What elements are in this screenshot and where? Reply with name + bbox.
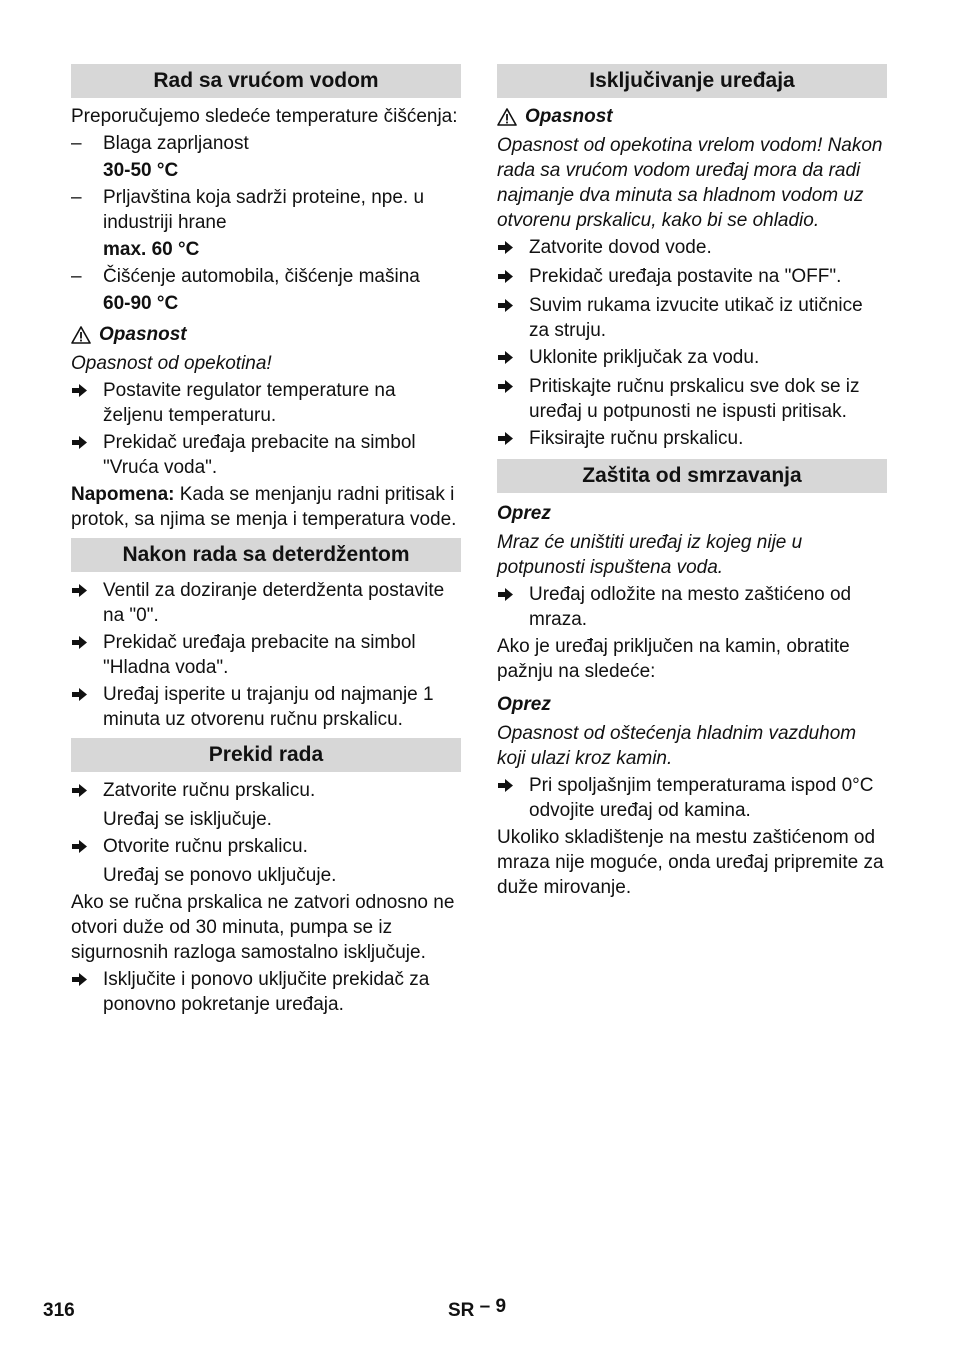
step-item (497, 345, 887, 372)
caution-text: Opasnost od oštećenja hladnim vazduhom koji ulazi kroz kamin. (497, 723, 857, 769)
step-text: Uklonite priključak za vodu. (529, 347, 760, 368)
warning-triangle-icon (71, 326, 91, 344)
step-item (497, 264, 887, 291)
step-result: Uređaj se ponovo uključuje. (103, 865, 337, 886)
step-item (497, 426, 887, 453)
step-item (71, 967, 461, 1017)
step-text: Fiksirajte ručnu prskalicu. (529, 428, 744, 449)
dash-bullet: – (71, 133, 82, 154)
warning-title (497, 104, 887, 129)
step-text: Suvim rukama izvucite utikač iz utičnice za struju. (529, 295, 863, 341)
arrow-right-icon (71, 682, 103, 732)
step-item (71, 778, 461, 805)
note-label: Napomena: (71, 484, 175, 505)
language-code: SR (448, 1300, 475, 1321)
section-heading-interrupt: Prekid rada (71, 738, 461, 772)
arrow-right-icon (497, 374, 529, 424)
body-paragraph: Ako je uređaj priključen na kamin, obratite pažnju na sledeće: (497, 636, 850, 682)
list-item (71, 131, 461, 156)
warning-text: Opasnost od opekotina vrelom vodom! Nakon rada sa vrućom vodom uređaj mora da radi najmanje dva minuta sa hladnom vodom uz otvorenu prskalicu, kako bi se ohladio. (497, 135, 883, 231)
temperature-value: max. 60 °C (103, 239, 200, 260)
warning-title (71, 322, 461, 347)
step-text: Prekidač uređaja prebacite na simbol "Hladna voda". (103, 632, 416, 678)
temperature-value: 30-50 °C (103, 160, 179, 181)
arrow-right-icon (497, 235, 529, 262)
caution-title: Oprez (497, 503, 551, 524)
note-text: Kada se menjanju radni pritisak i protok, sa njima se menja i temperatura vode. (71, 484, 457, 530)
caution-title: Oprez (497, 694, 551, 715)
step-text: Uređaj isperite u trajanju od najmanje 1 minuta uz otvorenu ručnu prskalicu. (103, 684, 434, 730)
step-text: Pri spoljašnjim temperaturama ispod 0°C odvojite uređaj od kamina. (529, 775, 874, 821)
step-text: Otvorite ručnu prskalicu. (103, 836, 308, 857)
note (71, 482, 461, 532)
list-item-text: Prljavština koja sadrži proteine, npe. u industriji hrane (103, 187, 425, 233)
step-text: Postavite regulator temperature na željenu temperaturu. (103, 380, 396, 426)
arrow-right-icon (71, 778, 103, 805)
arrow-right-icon (497, 264, 529, 291)
arrow-right-icon (71, 630, 103, 680)
warning-label: Opasnost (525, 106, 613, 127)
step-text: Pritiskajte ručnu prskalicu sve dok se iz uređaj u potpunosti ne ispusti pritisak. (529, 376, 860, 422)
dash-bullet: – (71, 266, 82, 287)
arrow-right-icon (497, 773, 529, 823)
warning-triangle-icon (497, 108, 517, 126)
step-text: Zatvorite ručnu prskalicu. (103, 780, 316, 801)
warning-label: Opasnost (99, 324, 187, 345)
step-item (71, 578, 461, 628)
arrow-right-icon (71, 430, 103, 480)
temperature-value: 60-90 °C (103, 293, 179, 314)
step-text: Prekidač uređaja prebacite na simbol "Vruća voda". (103, 432, 416, 478)
section-heading-shutdown: Isključivanje uređaja (497, 64, 887, 98)
caution-text: Mraz će uništiti uređaj iz kojeg nije u potpunosti ispuštena voda. (497, 532, 803, 578)
list-item (71, 264, 461, 289)
arrow-right-icon (497, 582, 529, 632)
section-heading-frost: Zaštita od smrzavanja (497, 459, 887, 493)
arrow-right-icon (497, 293, 529, 343)
section-page: – 9 (474, 1296, 507, 1317)
list-item-text: Čišćenje automobila, čišćenje mašina (103, 266, 420, 287)
step-item (71, 834, 461, 861)
step-item (71, 378, 461, 428)
step-result: Uređaj se isključuje. (103, 809, 272, 830)
left-column (71, 64, 461, 1019)
step-text: Uređaj odložite na mesto zaštićeno od mraza. (529, 584, 852, 630)
list-item-text: Blaga zaprljanost (103, 133, 249, 154)
arrow-right-icon (71, 378, 103, 428)
list-item (71, 185, 461, 235)
body-paragraph: Ako se ručna prskalica ne zatvori odnosno ne otvori duže od 30 minuta, pumpa se iz sigurnosnih razloga samostalno isključuje. (71, 892, 455, 963)
warning-text: Opasnost od opekotina! (71, 353, 272, 374)
step-text: Isključite i ponovo uključite prekidač za ponovno pokretanje uređaja. (103, 969, 430, 1015)
step-text: Zatvorite dovod vode. (529, 237, 712, 258)
step-item (71, 430, 461, 480)
page-label (448, 1298, 506, 1323)
dash-bullet: – (71, 187, 82, 208)
section-heading-detergent: Nakon rada sa deterdžentom (71, 538, 461, 572)
step-text: Prekidač uređaja postavite na "OFF". (529, 266, 842, 287)
step-item (497, 374, 887, 424)
arrow-right-icon (497, 426, 529, 453)
arrow-right-icon (497, 345, 529, 372)
page-number: 316 (43, 1300, 75, 1321)
body-paragraph: Ukoliko skladištenje na mestu zaštićenom od mraza nije moguće, onda uređaj pripremite za duže mirovanje. (497, 827, 884, 898)
step-item (497, 582, 887, 632)
intro-text: Preporučujemo sledeće temperature čišćenja: (71, 106, 458, 127)
step-item (497, 235, 887, 262)
arrow-right-icon (71, 578, 103, 628)
step-item (71, 682, 461, 732)
right-column (497, 64, 887, 902)
step-text: Ventil za doziranje deterdženta postavite na "0". (103, 580, 445, 626)
arrow-right-icon (71, 834, 103, 861)
arrow-right-icon (71, 967, 103, 1017)
step-item (497, 773, 887, 823)
step-item (71, 630, 461, 680)
section-heading-hot-water: Rad sa vrućom vodom (71, 64, 461, 98)
step-item (497, 293, 887, 343)
